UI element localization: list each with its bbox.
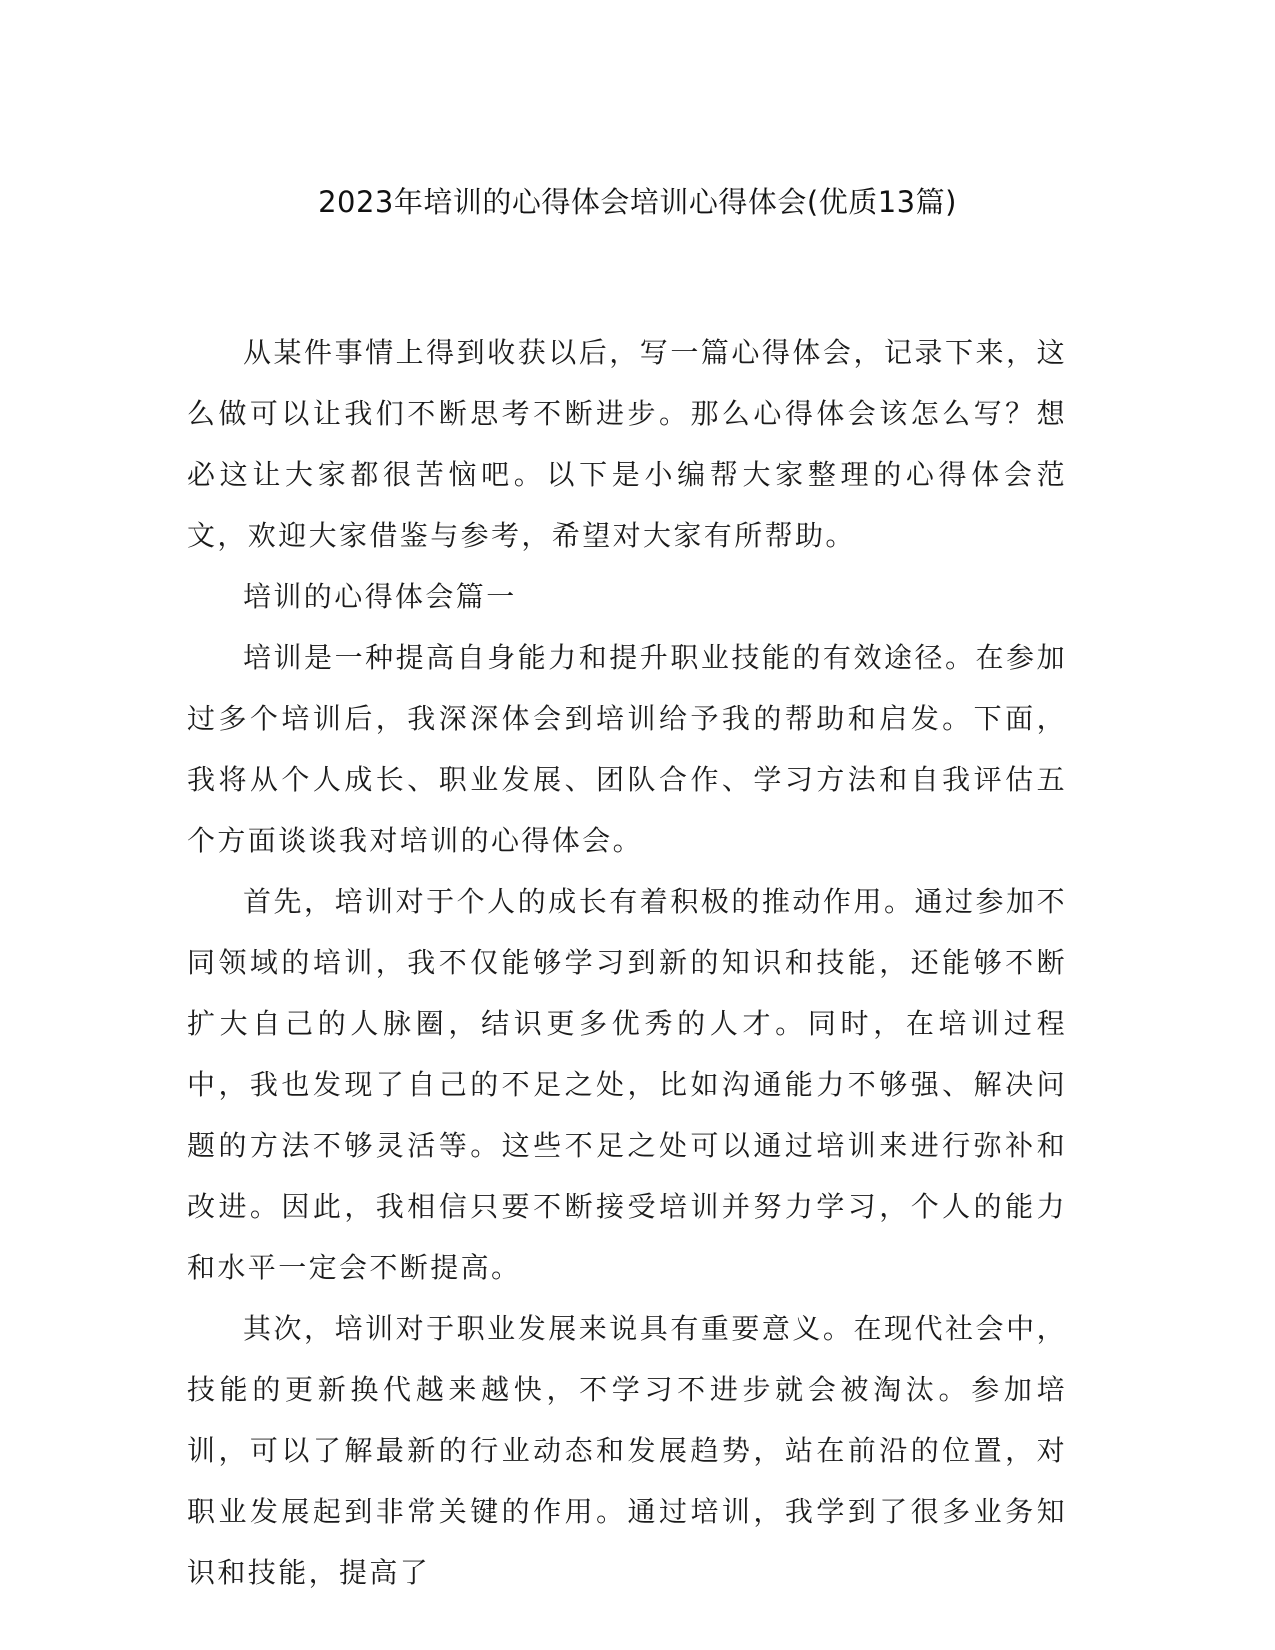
body-paragraph: 其次，培训对于职业发展来说具有重要意义。在现代社会中，技能的更新换代越来越快，不学习不进步就会被淘汰。参加培训，可以了解最新的行业动态和发展趋势，站在前沿的位置，对职业发展起到非常关键的作用。通过培训，我学到了很多业务知识和技能，提高了 bbox=[187, 1312, 1067, 1589]
intro-paragraph: 从某件事情上得到收获以后，写一篇心得体会，记录下来，这么做可以让我们不断思考不断进步。那么心得体会该怎么写？想必这让大家都很苦恼吧。以下是小编帮大家整理的心得体会范文，欢迎大家借鉴与参考，希望对大家有所帮助。 bbox=[187, 336, 1067, 552]
section-heading: 培训的心得体会篇一 bbox=[243, 580, 517, 613]
body-paragraph: 培训是一种提高自身能力和提升职业技能的有效途径。在参加过多个培训后，我深深体会到培训给予我的帮助和启发。下面，我将从个人成长、职业发展、团队合作、学习方法和自我评估五个方面谈谈我对培训的心得体会。 bbox=[187, 641, 1067, 857]
body-paragraph: 首先，培训对于个人的成长有着积极的推动作用。通过参加不同领域的培训，我不仅能够学习到新的知识和技能，还能够不断扩大自己的人脉圈，结识更多优秀的人才。同时，在培训过程中，我也发现了自己的不足之处，比如沟通能力不够强、解决问题的方法不够灵活等。这些不足之处可以通过培训来进行弥补和改进。因此，我相信只要不断接受培训并努力学习，个人的能力和水平一定会不断提高。 bbox=[187, 885, 1067, 1284]
document-title: 2023年培训的心得体会培训心得体会(优质13篇) bbox=[318, 185, 957, 219]
document-body bbox=[187, 322, 1067, 1603]
